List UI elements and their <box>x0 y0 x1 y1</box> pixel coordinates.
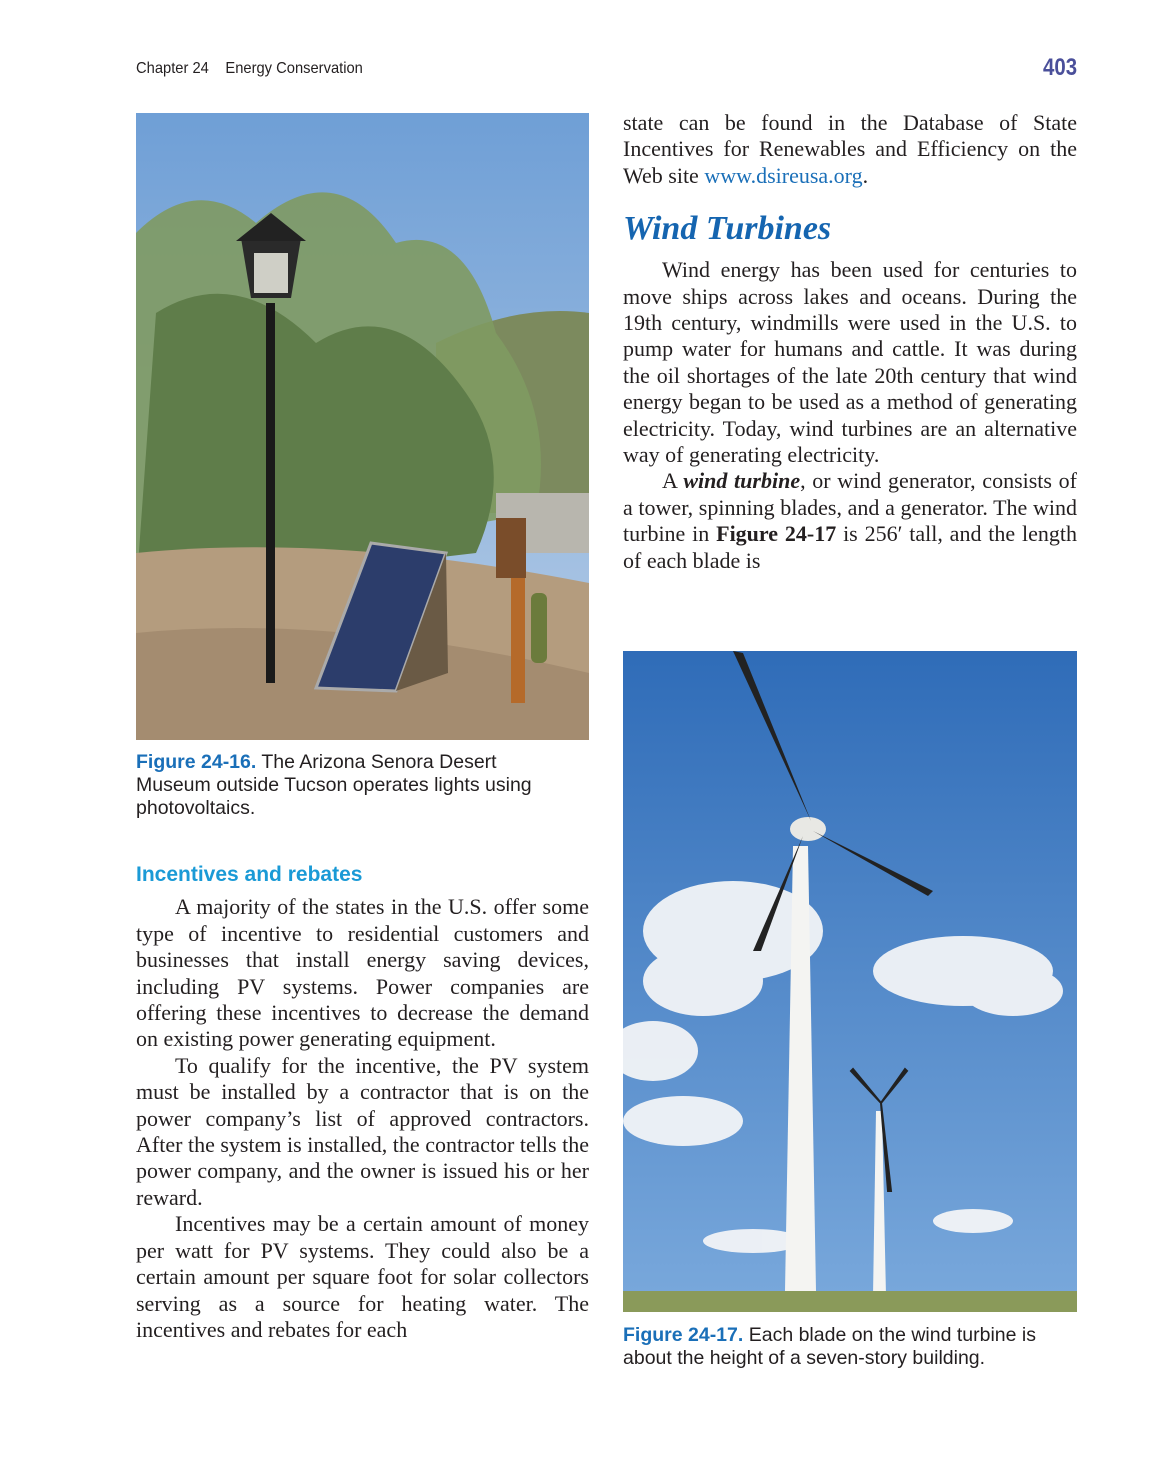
paragraph <box>623 468 1077 574</box>
figure-24-17-caption <box>623 1324 1077 1370</box>
figure-label: Figure 24-16. <box>136 751 257 773</box>
page-number: 403 <box>1042 54 1077 81</box>
paragraph <box>623 110 1077 189</box>
caption-text: The Arizona Senora Desert Museum outside Tucson operates lights using photovoltaics. <box>136 751 532 819</box>
figure-24-16-caption <box>136 751 576 820</box>
paragraph-text: , or wind generator, consists of a tower, spinning blades, and a generator. The wind turbine in <box>623 468 1077 547</box>
figure-label: Figure 24-17. <box>623 1324 744 1346</box>
chapter-number: Chapter 24 <box>136 60 209 77</box>
figure-reference: Figure 24-17 <box>716 521 837 547</box>
paragraph-text: is 256′ tall, and the length of each blade is <box>623 521 1077 573</box>
running-header <box>136 60 363 78</box>
paragraph-text: state can be found in the Database of State Incentives for Renewables and Efficiency on the Web site <box>623 110 1077 188</box>
paragraph: Wind energy has been used for centuries to move ships across lakes and oceans. During the 19th century, windmills were used in the U.S. to pump water for humans and cattle. It was during the oil shortages of the late 20th century that wind energy began to be used as a method of generating electricity. Today, wind turbines are an alternative way of generating electricity. <box>623 257 1077 468</box>
paragraph: To qualify for the incentive, the PV system must be installed by a contractor that is on the power company’s list of approved contractors. After the system is installed, the contractor tells the power company, and the owner is issued his or her reward. <box>136 1052 589 1210</box>
figure-24-16-photo <box>136 113 589 740</box>
caption-text: Each blade on the wind turbine is about the height of a seven-story building. <box>623 1324 1036 1369</box>
chapter-title: Energy Conservation <box>225 60 363 77</box>
paragraph-text: . <box>862 162 869 188</box>
key-term: wind turbine <box>683 468 801 494</box>
figure-24-17-photo <box>623 651 1077 1312</box>
paragraph-text: A <box>662 468 684 494</box>
left-column <box>136 862 589 1343</box>
paragraph: Incentives may be a certain amount of money per watt for PV systems. They could also be a certain amount per square foot for solar collectors serving as a source for heating water. The incentives and rebates for each <box>136 1211 589 1342</box>
right-column <box>623 110 1077 574</box>
dsire-link[interactable]: www.dsireusa.org <box>704 162 863 188</box>
section-heading: Incentives and rebates <box>136 863 363 886</box>
section-heading: Wind Turbines <box>623 210 832 248</box>
paragraph: A majority of the states in the U.S. offer some type of incentive to residential customers and businesses that install energy saving devices, including PV systems. Power companies are offering these incentives to decrease the demand on existing power generating equipment. <box>136 894 589 1052</box>
